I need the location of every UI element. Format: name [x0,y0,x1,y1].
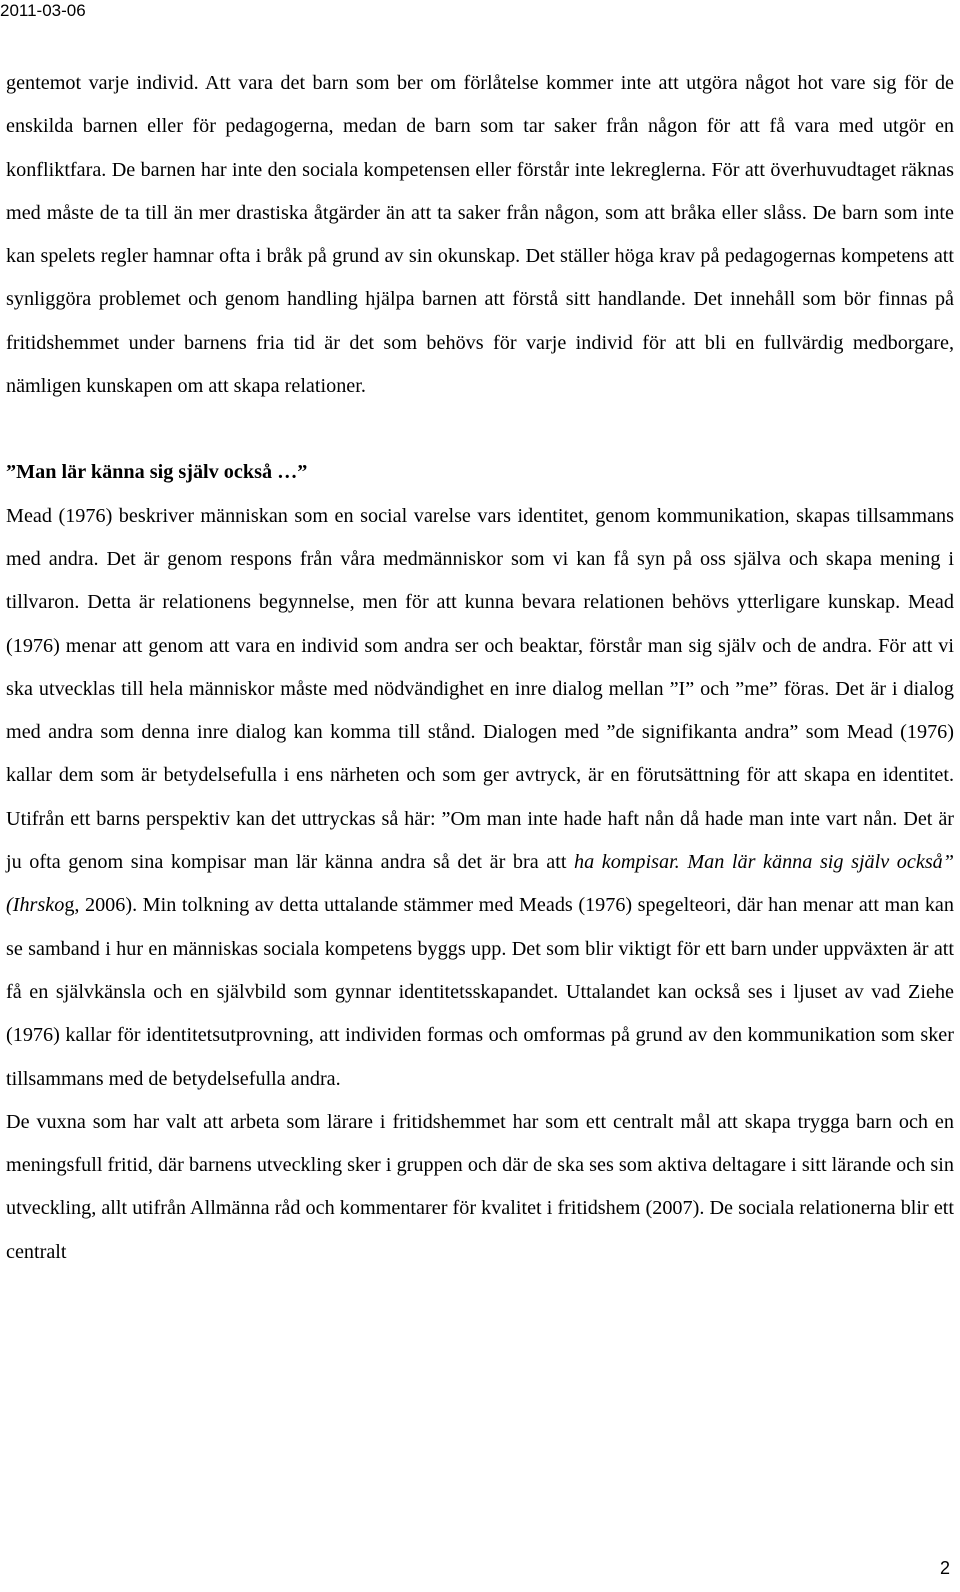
paragraph-spacer [6,408,954,451]
body-paragraph-3: De vuxna som har valt att arbeta som lärare i fritidshemmet har som ett centralt mål att skapa trygga barn och en meningsfull fritid, där barnens utveckling sker i gruppen och där de ska ses som aktiva deltagare i sitt lärande och sin utveckling, allt utifrån Allmänna råd och kommentarer för kvalitet i fritidshem (2007). De sociala relationerna blir ett centralt [6,1110,954,1263]
paragraph-2-text-end: g, 2006). Min tolkning av detta uttalande stämmer med Meads (1976) spegelteori, där han menar att man kan se samband i hur en människas sociala kompetens byggs upp. Det som blir viktigt för ett barn under uppväxten är att få en självkänsla och en självbild som gynnar identitetsskapandet. Uttalandet kan också ses i ljuset av vad Ziehe (1976) kallar för identitetsutprovning, att individen formas och omformas på grund av den kommunikation som sker tillsammans med de betydelsefulla andra. [6,894,954,1090]
quote-italic: ha kompisar. Man lär känna sig själv också” (Ihrsko [6,851,954,917]
body-paragraph-1: gentemot varje individ. Att vara det barn som ber om förlåtelse kommer inte att utgöra något hot vare sig för de enskilda barnen eller för pedagogerna, medan de barn som tar saker från någon för att få vara med utgör en konfliktfara. De barnen har inte den sociala kompetensen eller förstår inte lekreglerna. För att överhuvudtaget räknas med måste de ta till än mer drastiska åtgärder än att ta saker från någon, som att bråka eller slåss. De barn som inte kan spelets regler hamnar ofta i bråk på grund av sin okunskap. Det ställer höga krav på pedagogernas kompetens att synliggöra problemet och genom handling hjälpa barnen att förstå sitt handlande. Det innehåll som bör finnas på fritidshemmet under barnens fria tid är det som behövs för varje individ för att bli en fullvärdig medborgare, nämligen kunskapen om att skapa relationer. [6,72,954,398]
section-heading: ”Man lär känna sig själv också …” [6,461,308,484]
document-body [6,62,954,1274]
page-header-date: 2011-03-06 [0,1,86,20]
paragraph-2-text-start: Mead (1976) beskriver människan som en social varelse vars identitet, genom kommunikation, skapas tillsammans med andra. Det är genom respons från våra medmänniskor som vi kan få syn på oss själva och skapa mening i tillvaron. Detta är relationens begynnelse, men för att kunna bevara relationen behövs ytterligare kunskap. Mead (1976) menar att genom att vara en individ som andra ser och beaktar, förstår man sig själv och de andra. För att vi ska utvecklas till hela människor måste med nödvändighet en inre dialog mellan ”I” och ”me” föras. Det är i dialog med andra som denna inre dialog kan komma till stånd. Dialogen med ”de signifikanta andra” som Mead (1976) kallar dem som är betydelsefulla i ens närheten och som ger avtryck, är en förutsättning för att skapa en identitet. Utifrån ett barns perspektiv kan det uttryckas så här: ”Om man inte hade haft nån då hade man inte vart nån. Det är ju ofta genom sina kompisar man lär känna andra så det är bra att [6,504,954,874]
page-number: 2 [939,1558,950,1578]
body-paragraph-2 [6,495,954,1101]
